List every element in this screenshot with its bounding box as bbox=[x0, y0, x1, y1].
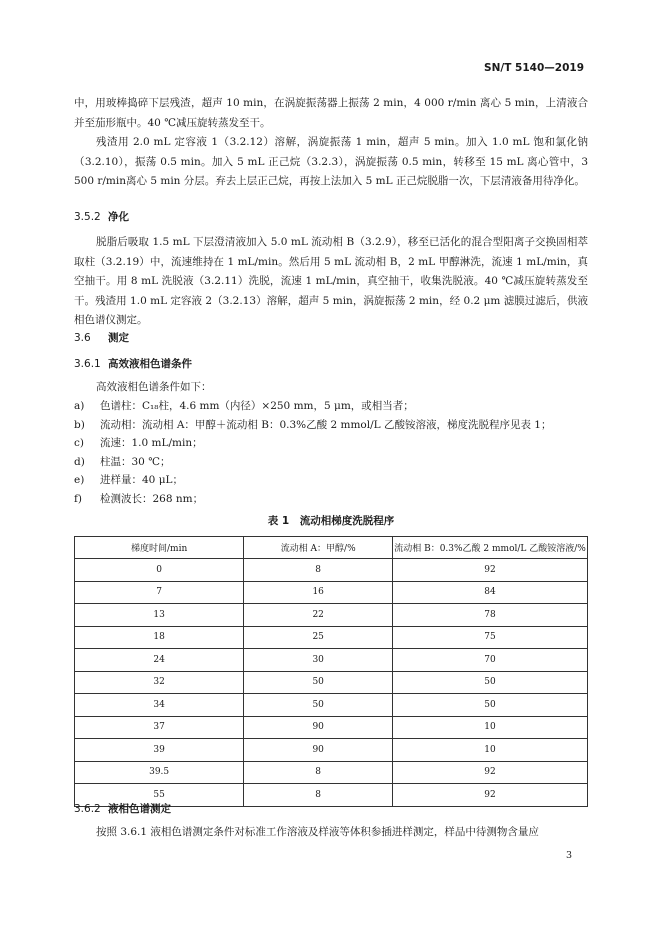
table-row bbox=[75, 739, 588, 762]
list-item bbox=[74, 434, 588, 453]
table-cell: 50 bbox=[244, 694, 393, 717]
item-label: e) bbox=[74, 474, 85, 487]
gradient-table bbox=[74, 536, 588, 807]
table-row bbox=[75, 604, 588, 627]
paragraph-cleanup: 脱脂后吸取 1.5 mL 下层澄清液加入 5.0 mL 流动相 B（3.2.9），移至已活化的混合型阳离子交换固相萃取柱（3.2.19）中，流速维持在 1 mL/min。然后用 5 mL 流动相 B，2 mL 甲醇淋洗，流速 1 mL/min，真空抽干。用 8 mL 洗脱液（3.2.11）洗脱，流速 1 mL/min，真空抽干，收集洗脱液。40 ℃减压旋转蒸发至干。残渣用 1.0 mL 定容液 2（3.2.13）溶解，超声 5 min，涡旋振荡 2 min，经 0.2 μm 滤膜过滤后，供液相色谱仪测定。 bbox=[74, 236, 588, 326]
item-label: f) bbox=[74, 492, 82, 505]
table-row bbox=[75, 716, 588, 739]
table-cell: 0 bbox=[75, 559, 244, 582]
paragraph-defat: 残渣用 2.0 mL 定容液 1（3.2.12）溶解，涡旋振荡 1 min，超声 5 min。加入 1.0 mL 饱和氯化钠（3.2.10），振荡 0.5 min。加入 5 mL 正己烷（3.2.3），涡旋振荡 0.5 min，转移至 15 mL 离心管中，3 500 r/min离心 5 min 分层。弃去上层正己烷，再按上法加入 5 mL 正己烷脱脂一次，下层清液备用待净化。 bbox=[74, 136, 588, 187]
heading-3-6 bbox=[74, 330, 129, 346]
table-cell: 90 bbox=[244, 739, 393, 762]
table-cell: 92 bbox=[393, 784, 588, 807]
heading-text: 测定 bbox=[108, 332, 129, 344]
table-cell: 8 bbox=[244, 784, 393, 807]
table-cell: 39.5 bbox=[75, 761, 244, 784]
table-cell: 8 bbox=[244, 761, 393, 784]
item-text: 进样量：40 μL； bbox=[100, 474, 183, 487]
table-cell: 50 bbox=[393, 671, 588, 694]
table-row bbox=[75, 671, 588, 694]
table-cell: 75 bbox=[393, 626, 588, 649]
heading-3-6-2 bbox=[74, 801, 171, 817]
page-number: 3 bbox=[565, 850, 572, 861]
table-cell: 25 bbox=[244, 626, 393, 649]
table-cell: 22 bbox=[244, 604, 393, 627]
table-cell: 8 bbox=[244, 559, 393, 582]
list-item bbox=[74, 397, 588, 416]
table-cell: 70 bbox=[393, 649, 588, 672]
heading-number: 3.6.2 bbox=[74, 803, 101, 815]
item-text: 流速：1.0 mL/min； bbox=[100, 437, 203, 450]
item-text: 检测波长：268 nm； bbox=[100, 492, 204, 505]
table-cell: 13 bbox=[75, 604, 244, 627]
table-row bbox=[75, 626, 588, 649]
heading-text: 液相色谱测定 bbox=[108, 803, 171, 815]
item-label: d) bbox=[74, 455, 85, 468]
table-cell: 92 bbox=[393, 559, 588, 582]
table-cell: 10 bbox=[393, 716, 588, 739]
table-cell: 55 bbox=[75, 784, 244, 807]
table-cell: 7 bbox=[75, 581, 244, 604]
table-title: 表 1 流动相梯度洗脱程序 bbox=[267, 515, 395, 527]
table-cell: 39 bbox=[75, 739, 244, 762]
heading-number: 3.6 bbox=[74, 332, 91, 344]
table-header-row bbox=[75, 537, 588, 559]
heading-number: 3.6.1 bbox=[74, 358, 101, 370]
item-label: a) bbox=[74, 400, 85, 412]
list-item bbox=[74, 416, 588, 435]
item-label: c) bbox=[74, 437, 84, 450]
table-cell: 34 bbox=[75, 694, 244, 717]
standard-code: SN/T 5140—2019 bbox=[484, 62, 584, 74]
table-cell: 30 bbox=[244, 649, 393, 672]
table-row bbox=[75, 581, 588, 604]
table-cell: 37 bbox=[75, 716, 244, 739]
item-label: b) bbox=[74, 418, 85, 431]
item-text: 柱温：30 ℃； bbox=[100, 455, 171, 468]
list-item bbox=[74, 453, 588, 472]
paragraph-lc-measure: 按照 3.6.1 液相色谱测定条件对标准工作溶液及样液等体积参插进样测定，样品中待测物含量应 bbox=[96, 826, 539, 838]
table-cell: 84 bbox=[393, 581, 588, 604]
heading-3-6-1 bbox=[74, 356, 192, 372]
column-header: 梯度时间/min bbox=[75, 537, 244, 559]
paragraph-extraction-cont: 中，用玻棒捣碎下层残渣，超声 10 min，在涡旋振荡器上振荡 2 min，4 000 r/min 离心 5 min，上清液合并至茄形瓶中。40 ℃减压旋转蒸发至干。 bbox=[74, 97, 588, 129]
heading-text: 净化 bbox=[108, 211, 129, 223]
column-header: 流动相 A：甲醇/% bbox=[244, 537, 393, 559]
item-text: 色谱柱：C₁₈柱，4.6 mm（内径）×250 mm，5 μm，或相当者； bbox=[100, 400, 414, 412]
table-cell: 24 bbox=[75, 649, 244, 672]
table-row bbox=[75, 694, 588, 717]
table-cell: 16 bbox=[244, 581, 393, 604]
list-item bbox=[74, 471, 588, 490]
table-cell: 18 bbox=[75, 626, 244, 649]
heading-number: 3.5.2 bbox=[74, 211, 101, 223]
table-cell: 92 bbox=[393, 761, 588, 784]
list-item bbox=[74, 490, 588, 509]
table-cell: 78 bbox=[393, 604, 588, 627]
table-row bbox=[75, 649, 588, 672]
item-text: 流动相：流动相 A：甲醇＋流动相 B：0.3%乙酸 2 mmol/L 乙酸铵溶液，梯度洗脱程序见表 1； bbox=[100, 418, 552, 431]
paragraph-hplc-intro: 高效液相色谱条件如下： bbox=[96, 381, 212, 393]
table-cell: 50 bbox=[393, 694, 588, 717]
heading-3-5-2 bbox=[74, 209, 129, 225]
column-header: 流动相 B：0.3%乙酸 2 mmol/L 乙酸铵溶液/% bbox=[393, 537, 588, 559]
table-row bbox=[75, 761, 588, 784]
heading-text: 高效液相色谱条件 bbox=[108, 358, 192, 370]
table-row bbox=[75, 559, 588, 582]
table-cell: 10 bbox=[393, 739, 588, 762]
table-cell: 32 bbox=[75, 671, 244, 694]
hplc-condition-list bbox=[74, 397, 588, 509]
table-cell: 90 bbox=[244, 716, 393, 739]
table-cell: 50 bbox=[244, 671, 393, 694]
